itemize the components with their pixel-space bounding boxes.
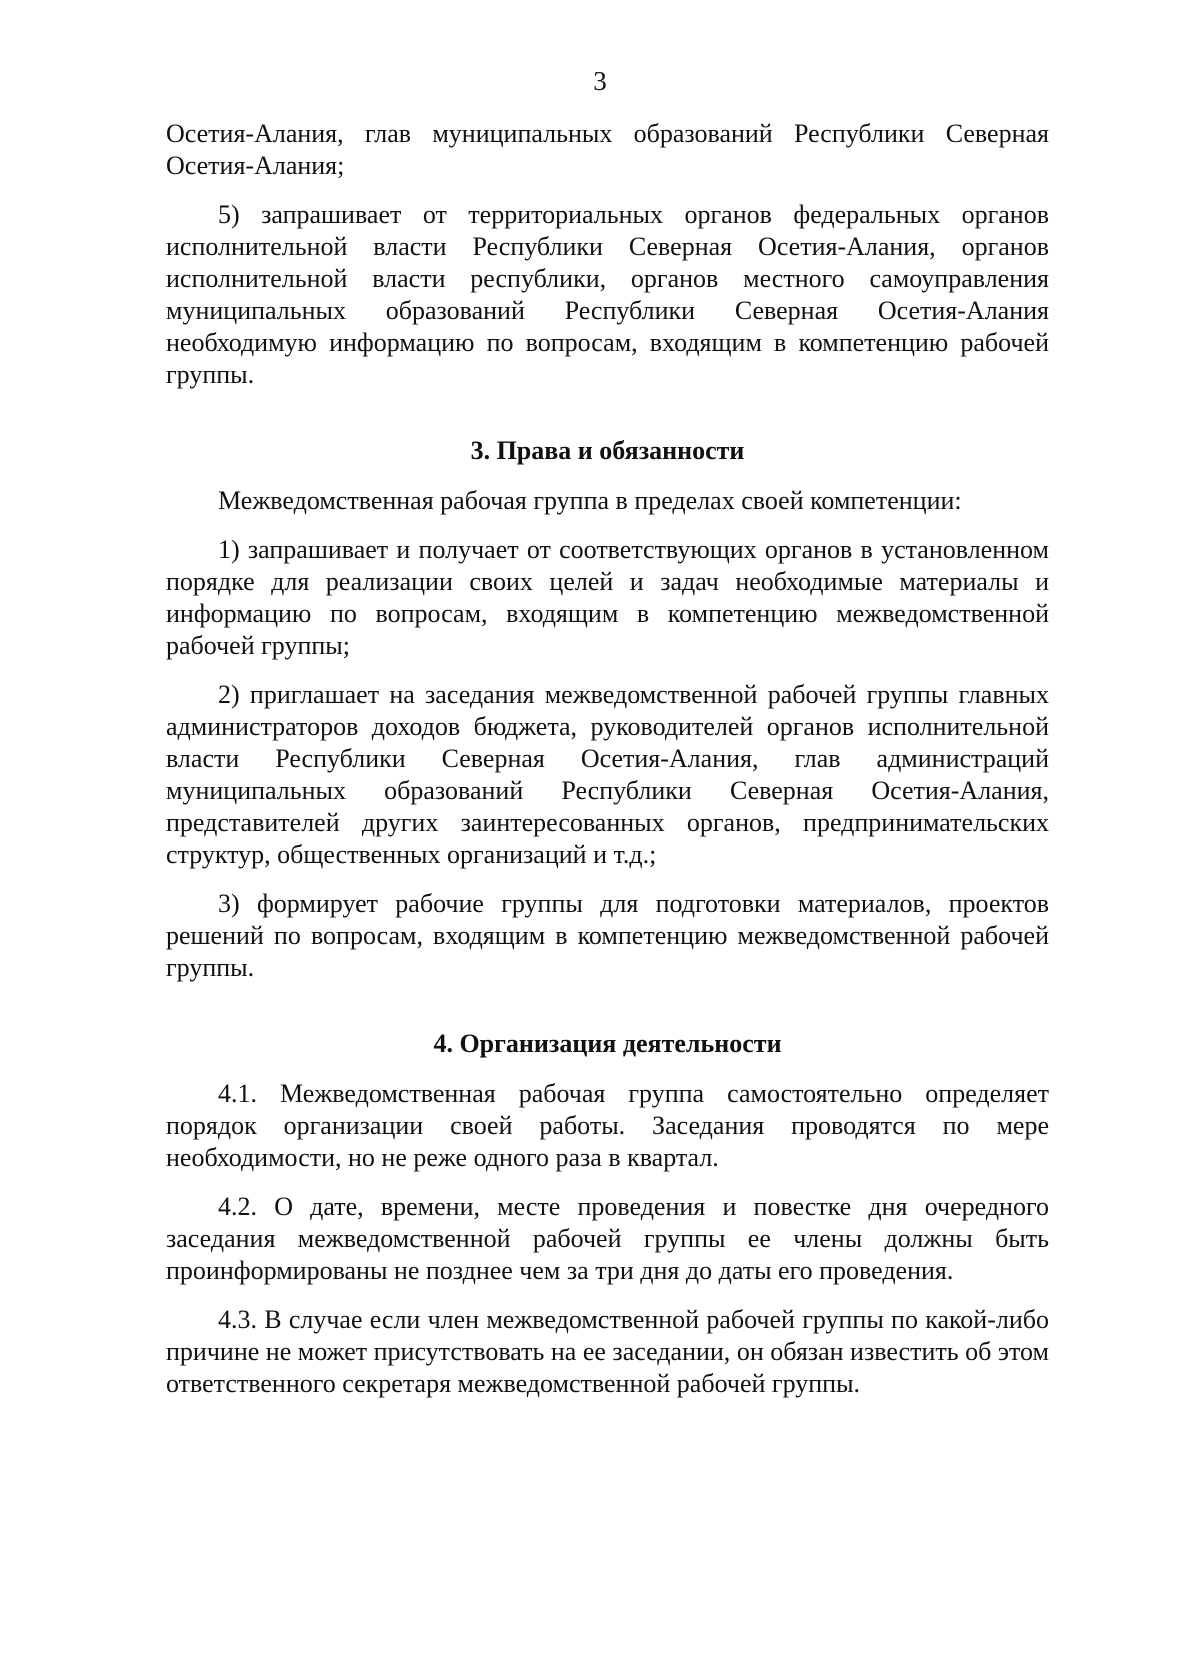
section-4-item-2: 4.2. О дате, времени, месте проведения и повестке дня очередного заседания межведомственной рабочей группы ее члены должны быть проинформированы не позднее чем за три дня до даты его проведения. [166, 1192, 1049, 1285]
page-number: 3 [593, 66, 607, 96]
section-3-heading: 3. Права и обязанности [470, 436, 745, 465]
document-body [166, 118, 1049, 1417]
item-5-paragraph: 5) запрашивает от территориальных органов федеральных органов исполнительной власти Республики Северная Осетия-Алания, органов исполнительной власти республики, органов местного самоуправления муниципальных образований Республики Северная Осетия-Алания необходимую информацию по вопросам, входящим в компетенцию рабочей группы. [166, 200, 1049, 389]
section-4-item-3: 4.3. В случае если член межведомственной рабочей группы по какой-либо причине не может присутствовать на ее заседании, он обязан известить об этом ответственного секретаря межведомственной рабочей группы. [166, 1305, 1049, 1398]
section-4-heading: 4. Организация деятельности [433, 1029, 782, 1058]
section-3-item-2: 2) приглашает на заседания межведомственной рабочей группы главных администраторов доходов бюджета, руководителей органов исполнительной власти Республики Северная Осетия-Алания, глав администраций муниципальных образований Республики Северная Осетия-Алания, представителей других заинтересованных органов, предпринимательских структур, общественных организаций и т.д.; [166, 680, 1049, 869]
section-3-item-1: 1) запрашивает и получает от соответствующих органов в установленном порядке для реализации своих целей и задач необходимые материалы и информацию по вопросам, входящим в компетенцию межведомственной рабочей группы; [166, 535, 1049, 660]
continuation-paragraph: Осетия-Алания, глав муниципальных образований Республики Северная Осетия-Алания; [166, 119, 1049, 180]
section-3-item-3: 3) формирует рабочие группы для подготовки материалов, проектов решений по вопросам, входящим в компетенцию межведомственной рабочей группы. [166, 889, 1049, 982]
section-3-intro: Межведомственная рабочая группа в пределах своей компетенции: [218, 486, 962, 515]
section-4-item-1: 4.1. Межведомственная рабочая группа самостоятельно определяет порядок организации своей работы. Заседания проводятся по мере необходимости, но не реже одного раза в квартал. [166, 1079, 1049, 1172]
